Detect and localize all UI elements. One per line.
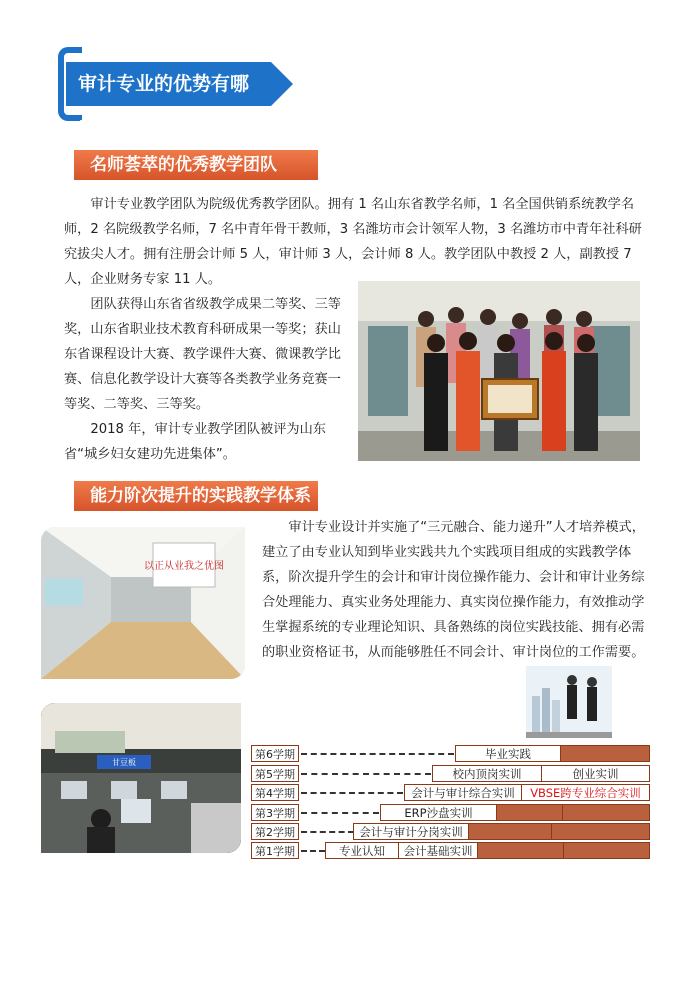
hallway-photo	[41, 527, 245, 679]
leader-line-1	[301, 850, 325, 852]
title-arrow-decoration	[271, 62, 293, 106]
business-people-graphic	[526, 666, 612, 738]
semester-label-6: 第6学期	[251, 745, 299, 762]
chart-brick	[560, 745, 650, 762]
chart-item-accounting-audit-positions: 会计与审计分岗实训	[353, 823, 469, 840]
chart-item-vbse-training: VBSE跨专业综合实训	[521, 784, 650, 801]
computer-lab-photo	[41, 703, 241, 853]
section1-paragraph-2	[64, 292, 348, 467]
awards-text: 团队获得山东省省级教学成果二等奖、三等奖，山东省职业技术教育科研成果一等奖；获山东省课程设计大赛、教学课件大赛、微课教学比赛、信息化教学设计大赛等各类教学业务竞赛一等奖、二等奖、三等奖。	[64, 297, 341, 412]
section1-paragraph-1	[64, 192, 642, 292]
computer-lab-illustration	[41, 703, 241, 853]
practice-semester-chart	[251, 742, 651, 860]
team-group-photo	[358, 281, 640, 461]
section-heading-teaching-team: 名师荟萃的优秀教学团队	[74, 150, 318, 180]
semester-label-1: 第1学期	[251, 842, 299, 859]
chart-brick	[477, 842, 564, 859]
page-title: 审计专业的优势有哪些？	[66, 62, 271, 106]
section2-paragraph	[262, 515, 648, 665]
chart-item-professional-cognition: 专业认知	[325, 842, 399, 859]
leader-line-2	[301, 831, 354, 833]
chart-item-erp-sandbox: ERP沙盘实训	[380, 804, 497, 821]
chart-item-graduation-practice: 毕业实践	[455, 745, 561, 762]
hallway-illustration	[41, 527, 245, 679]
chart-brick	[551, 823, 650, 840]
section-heading-practice-system: 能力阶次提升的实践教学体系	[74, 481, 318, 511]
semester-label-2: 第2学期	[251, 823, 299, 840]
chart-brick	[562, 804, 650, 821]
practice-system-text: 审计专业设计并实施了“三元融合、能力递升”人才培养模式，建立了由专业认知到毕业实践共九个实践项目组成的实践教学体系，阶次提升学生的会计和审计岗位操作能力、会计和审计业务综合处理能力、真实业务处理能力、真实岗位操作能力，有效推动学生掌握系统的专业理论知识、具备熟练的岗位实践技能、拥有必需的职业资格证书，从而能够胜任不同会计、审计岗位的工作需要。	[262, 520, 645, 660]
leader-line-6	[301, 753, 454, 755]
lab-sign-text: 甘豆板	[112, 758, 136, 767]
chart-brick	[468, 823, 552, 840]
chart-item-accounting-basics: 会计基础实训	[398, 842, 478, 859]
semester-label-5: 第5学期	[251, 765, 299, 782]
hallway-wall-text: 以正从业我之优图	[144, 561, 224, 572]
chart-item-accounting-audit-comprehensive: 会计与审计综合实训	[404, 784, 522, 801]
honor-text: 2018 年，审计专业教学团队被评为山东省“城乡妇女建功先进集体”。	[64, 422, 326, 462]
leader-line-5	[301, 773, 431, 775]
chart-item-entrepreneurship-training: 创业实训	[541, 765, 650, 782]
semester-label-4: 第4学期	[251, 784, 299, 801]
chart-item-internal-post-training: 校内顶岗实训	[432, 765, 542, 782]
semester-label-3: 第3学期	[251, 804, 299, 821]
leader-line-3	[301, 812, 379, 814]
chart-brick	[496, 804, 563, 821]
leader-line-4	[301, 792, 403, 794]
team-intro-text: 审计专业教学团队为院级优秀教学团队。拥有 1 名山东省教学名师，1 名全国供销系统教学名师，2 名院级教学名师，7 名中青年骨干教师，3 名潍坊市会计领军人物，3 名潍坊市中青年社科研究拔尖人才。拥有注册会计师 5 人，审计师 3 人，会计师 8 人。教学团队中教授 2 人，副教授 7 人，企业财务专家 11 人。	[64, 197, 642, 287]
team-photo-illustration	[358, 281, 640, 461]
business-people-illustration	[526, 666, 612, 738]
chart-brick	[563, 842, 650, 859]
